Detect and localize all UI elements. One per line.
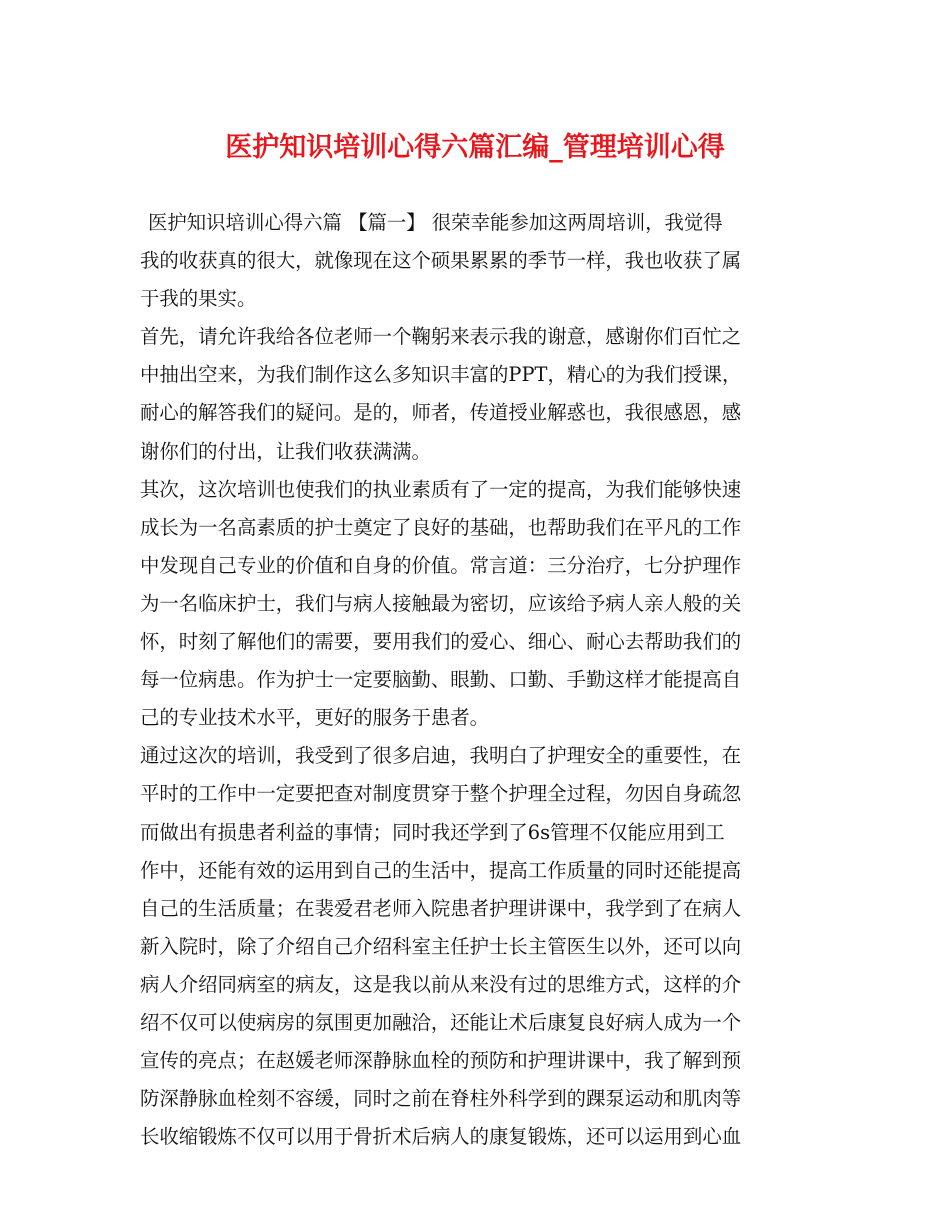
body-text-line: 中发现自己专业的价值和自身的价值。常言道：三分治疗，七分护理作 <box>140 553 742 577</box>
body-text-line: 自己的生活质量；在裴爱君老师入院患者护理讲课中，我学到了在病人 <box>140 896 742 920</box>
body-text-line: 为一名临床护士，我们与病人接触最为密切，应该给予病人亲人般的关 <box>140 591 742 615</box>
body-text-line: 其次，这次培训也使我们的执业素质有了一定的提高，为我们能够快速 <box>140 477 742 501</box>
body-text-line: 病人介绍同病室的病友，这是我以前从来没有过的思维方式，这样的介 <box>140 972 742 996</box>
body-text-line: 成长为一名高素质的护士奠定了良好的基础，也帮助我们在平凡的工作 <box>140 515 742 539</box>
body-text-line: 作中，还能有效的运用到自己的生活中，提高工作质量的同时还能提高 <box>140 858 742 882</box>
body-text-line: 防深静脉血栓刻不容缓，同时之前在脊柱外科学到的踝泵运动和肌肉等 <box>140 1087 742 1111</box>
body-text-line: 于我的果实。 <box>140 287 257 311</box>
body-text-line: 怀，时刻了解他们的需要，要用我们的爱心、细心、耐心去帮助我们的 <box>140 630 742 654</box>
body-text-line: 我的收获真的很大，就像现在这个硕果累累的季节一样，我也收获了属 <box>140 249 742 273</box>
body-text-line: 绍不仅可以使病房的氛围更加融洽，还能让术后康复良好病人成为一个 <box>140 1010 742 1034</box>
body-text-line: 新入院时，除了介绍自己介绍科室主任护士长主管医生以外，还可以向 <box>140 934 742 958</box>
document-body <box>140 204 820 1156</box>
body-text-line: 己的专业技术水平，更好的服务于患者。 <box>140 706 490 730</box>
body-text-line: 医护知识培训心得六篇 【篇一】 很荣幸能参加这两周培训，我觉得 <box>148 211 723 234</box>
body-text-line: 而做出有损患者利益的事情；同时我还学到了6s管理不仅能应用到工 <box>140 820 725 844</box>
body-text-line: 耐心的解答我们的疑问。是的，师者，传道授业解惑也，我很感恩，感 <box>140 401 742 425</box>
body-text-line: 每一位病患。作为护士一定要脑勤、眼勤、口勤、手勤这样才能提高自 <box>140 668 742 692</box>
body-text-line: 平时的工作中一定要把查对制度贯穿于整个护理全过程，勿因自身疏忽 <box>140 782 742 806</box>
body-text-line: 宣传的亮点；在赵媛老师深静脉血栓的预防和护理讲课中，我了解到预 <box>140 1049 742 1073</box>
body-text-line: 长收缩锻炼不仅可以用于骨折术后病人的康复锻炼，还可以运用到心血 <box>140 1125 742 1149</box>
document-title: 医护知识培训心得六篇汇编_管理培训心得 <box>225 132 725 163</box>
body-text-line: 通过这次的培训，我受到了很多启迪，我明白了护理安全的重要性，在 <box>140 744 742 768</box>
body-text-line: 首先，请允许我给各位老师一个鞠躬来表示我的谢意，感谢你们百忙之 <box>140 325 742 349</box>
body-text-line: 谢你们的付出，让我们收获满满。 <box>140 439 431 463</box>
body-text-line: 中抽出空来，为我们制作这么多知识丰富的PPT，精心的为我们授课， <box>140 363 742 387</box>
